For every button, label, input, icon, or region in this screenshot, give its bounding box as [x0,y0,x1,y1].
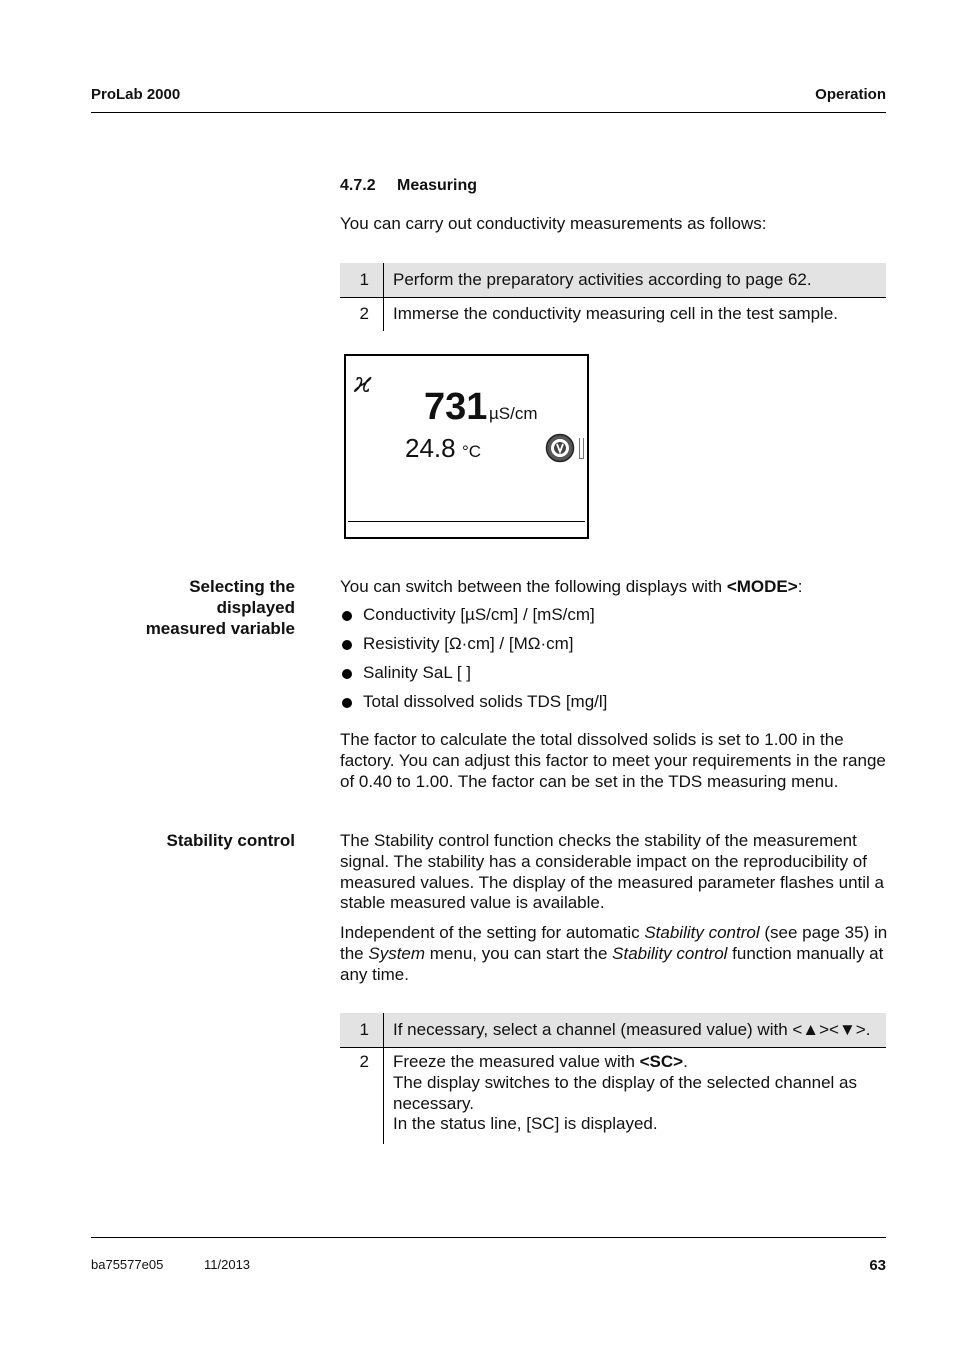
display-options-list [340,604,607,720]
step-text: Perform the preparatory activities according to page 62. [384,263,887,298]
list-item [340,604,607,633]
sc-key-label: <SC> [639,1052,684,1071]
steps-table-measuring [340,263,886,331]
bullet-icon [342,611,352,621]
stability-paragraph-2 [340,923,888,985]
footer-date: 11/2013 [204,1257,251,1272]
instrument-display [344,354,589,539]
status-line [348,521,585,522]
sidehead-line: displayed [216,597,295,617]
measured-unit: µS/cm [489,404,538,423]
section-number: 4.7.2 [340,177,376,194]
list-item [340,691,607,720]
text-run: function manually at any time. [340,943,884,984]
section-title: Measuring [397,177,478,194]
step-text [384,1048,887,1145]
footer-doc-id: ba75577e05 [91,1257,164,1272]
step-text: If necessary, select a channel (measured value) with <▲><▼>. [384,1013,887,1048]
text-run: . [683,1052,688,1071]
step-number: 2 [359,1052,369,1071]
header-product: ProLab 2000 [91,86,181,103]
text-run: menu, you can start the [425,943,613,963]
footer-rule [91,1237,886,1238]
bullet-icon [342,669,352,679]
sidehead-selecting [146,577,295,639]
sidehead-line: measured variable [145,618,295,638]
text-run: Independent of the setting for automatic [340,923,645,942]
step-row [340,1048,886,1145]
list-item-text: Salinity SaL [ ] [363,663,472,682]
step-number: 1 [359,1019,369,1039]
list-item [340,633,607,662]
step-number: 2 [359,304,369,324]
temperature-value: 24.8 [405,433,456,463]
mode-key-label: <MODE> [726,577,798,596]
steps-table-stability [340,1013,886,1144]
step-line: In the status line, [SC] is displayed. [393,1114,658,1134]
header-chapter: Operation [815,86,886,103]
conductivity-symbol-icon: ϰ [354,366,372,399]
step-row [340,1013,886,1048]
list-item-text: Total dissolved solids TDS [mg/l] [363,692,608,711]
tds-note: The factor to calculate the total dissolved solids is set to 1.00 in the factory. You can adjust this factor to meet your requirements in the range of 0.40 to 1.00. The factor can be set in the TDS measuring menu. [340,730,886,791]
sidehead-line: Selecting the [189,577,295,596]
select-intro [340,577,888,598]
probe-icon [579,438,584,459]
select-intro-colon: : [797,577,803,596]
header-rule [91,112,886,113]
sensor-icon [545,433,575,468]
intro-text: You can carry out conductivity measurements as follows: [340,214,767,233]
step-row [340,298,886,332]
text-run: (see page 35) in the [340,923,888,963]
step-line: The display switches to the display of the selected channel as necessary. [393,1072,857,1113]
list-item-text: Conductivity [µS/cm] / [mS/cm] [363,605,595,624]
stability-paragraph-1: The Stability control function checks the stability of the measurement signal. The stability has a considerable impact on the reproducibility of measured values. The display of the measured parameter flashes until a stable measured value is available. [340,831,884,913]
page-number: 63 [869,1257,886,1274]
select-intro-text: You can switch between the following displays with [340,577,727,596]
section-heading [340,177,477,195]
step-text: Immerse the conductivity measuring cell in the test sample. [384,298,887,332]
measured-value: 731 [424,386,488,428]
step-row [340,263,886,298]
bullet-icon [342,640,352,650]
list-item [340,662,607,691]
step-number: 1 [359,269,369,289]
list-item-text: Resistivity [Ω·cm] / [MΩ·cm] [363,634,574,653]
text-run-italic: Stability control [612,943,728,963]
text-run-italic: Stability control [644,923,760,942]
step-line [393,1052,882,1073]
temperature-unit: °C [462,442,482,461]
sidehead-stability: Stability control [166,831,295,850]
text-run: Freeze the measured value with [393,1052,640,1071]
bullet-icon [342,698,352,708]
text-run-italic: System [368,943,426,963]
